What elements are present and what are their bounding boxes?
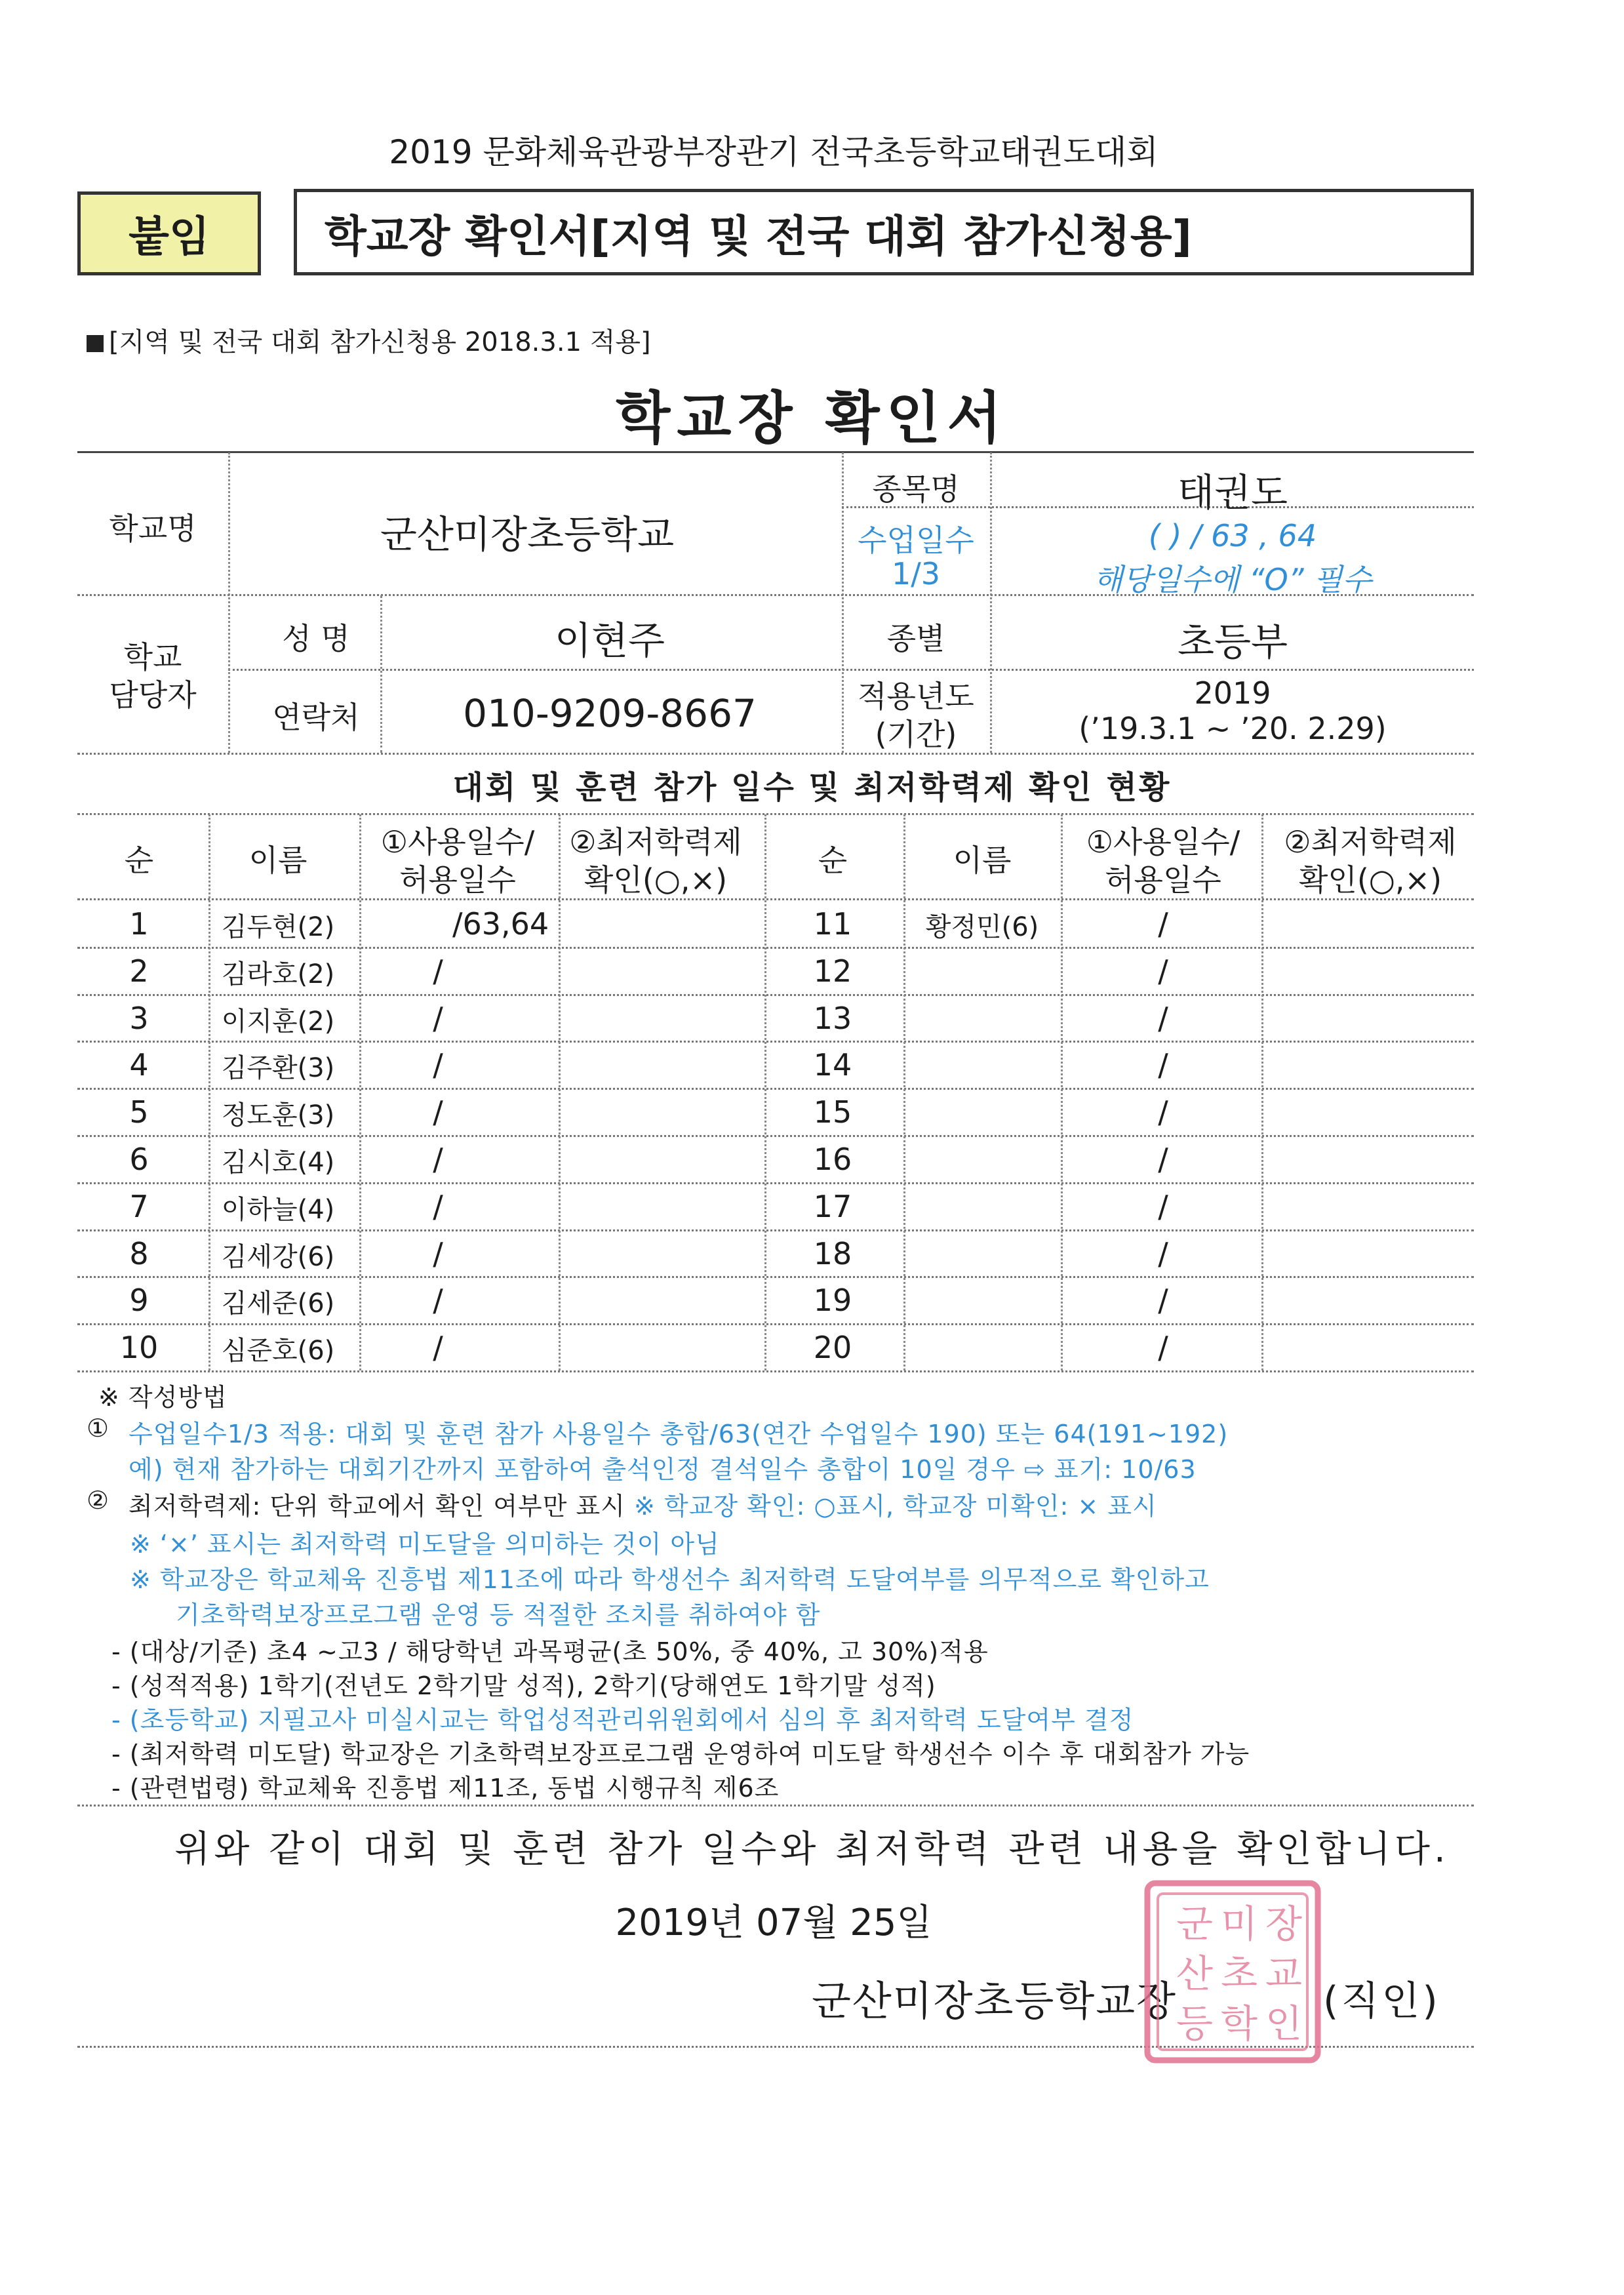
howto-item2: [129, 1486, 1157, 1522]
svg-text:등: 등: [1176, 2001, 1214, 2046]
row-days: /: [1158, 1236, 1168, 1271]
divider: [359, 814, 361, 1370]
row-days: /: [433, 1189, 443, 1224]
row-days: /: [1158, 1001, 1168, 1036]
class-days-value: ( ) / 63 , 64: [1148, 518, 1317, 553]
sport-label: 종목명: [872, 471, 960, 507]
divider: [1061, 814, 1063, 1370]
row-no: 9: [129, 1283, 149, 1318]
row-no: 14: [813, 1047, 852, 1083]
issue-date: 2019년 07월 25일: [615, 1902, 932, 1944]
row-days: /63,64: [452, 906, 549, 942]
divider: [77, 753, 1474, 755]
row-days: /: [433, 1283, 443, 1318]
howto-item1-cont: 예) 현재 참가하는 대회기간까지 포함하여 출석인정 결석일수 총합이 10일 경우 ⇨ 표기: 10/63: [129, 1455, 1197, 1484]
row-name: 김시호(4): [221, 1148, 335, 1178]
row-name: 이지훈(2): [221, 1007, 335, 1037]
divider: [228, 452, 230, 753]
row-no: 7: [129, 1189, 149, 1224]
row-no: 19: [813, 1283, 852, 1318]
row-no: 5: [129, 1094, 149, 1130]
col-header-check: ②최저학력제: [1284, 824, 1457, 860]
row-no: 18: [813, 1236, 852, 1271]
howto-item2-text: 최저학력제: 단위 학교에서 확인 여부만 표시: [129, 1492, 625, 1521]
category-value: 초등부: [1177, 620, 1288, 664]
divider: [842, 452, 844, 753]
row-name: 김세준(6): [221, 1288, 335, 1319]
square-bullet-icon: [87, 335, 104, 352]
row-name: 김세강(6): [221, 1242, 335, 1272]
howto-item1: 수업일수1/3 적용: 대회 및 훈련 참가 사용일수 총합/63(연간 수업일수 190) 또는 64(191~192): [129, 1420, 1229, 1448]
row-days: /: [1158, 1283, 1168, 1318]
period-range: (’19.3.1 ~ ’20. 2.29): [1079, 711, 1387, 746]
howto-item2-note: ※ 학교장 확인: ○표시, 학교장 미확인: × 표시: [634, 1492, 1157, 1521]
application-note: [87, 321, 651, 359]
row-days: /: [1158, 1094, 1168, 1130]
contact-label: 연락처: [272, 700, 360, 735]
table-row-divider: [77, 1370, 1474, 1372]
class-days-label: 수업일수: [858, 523, 974, 558]
application-note-text: [지역 및 전국 대회 참가신청용 2018.3.1 적용]: [109, 327, 651, 357]
howto-bullet: - (성적적용) 1학기(전년도 2학기말 성적), 2학기(당해연도 1학기말 성적): [111, 1671, 936, 1700]
svg-text:교: 교: [1265, 1951, 1303, 1996]
row-name: 황정민(6): [925, 912, 1039, 942]
row-days: /: [433, 1094, 443, 1130]
col-header-days-2: 허용일수: [1105, 862, 1221, 898]
table-row-divider: [77, 1323, 1474, 1325]
row-no: 4: [129, 1047, 149, 1083]
row-name: 김라호(2): [221, 959, 335, 989]
staff-label: 학교: [123, 639, 182, 675]
row-name: 김두현(2): [221, 912, 335, 942]
howto-bullet: - (초등학교) 지필고사 미실시교는 학업성적관리위원회에서 심의 후 최저학력 도달여부 결정: [111, 1706, 1134, 1734]
period-label-2: (기간): [875, 717, 957, 752]
event-title: 2019 문화체육관광부장관기 전국초등학교태권도대회: [389, 133, 1159, 171]
name-label: 성 명: [282, 621, 350, 656]
svg-text:인: 인: [1265, 2001, 1303, 2046]
row-name: 이하늘(4): [221, 1195, 335, 1225]
row-no: 1: [129, 906, 149, 942]
howto-bullet: - (최저학력 미도달) 학교장은 기초학력보장프로그램 운영하여 미도달 학생선수 이수 후 대회참가 가능: [111, 1740, 1250, 1768]
svg-text:학: 학: [1220, 2001, 1258, 2046]
col-header-name: 이름: [953, 843, 1012, 878]
row-no: 15: [813, 1094, 852, 1130]
row-days: /: [433, 1236, 443, 1271]
school-name: 군산미장초등학교: [380, 512, 675, 557]
col-header-days: ①사용일수/: [380, 824, 535, 860]
howto-bullet: - (대상/기준) 초4 ~고3 / 해당학년 과목평균(초 50%, 중 40%, 고 30%)적용: [111, 1637, 989, 1666]
row-name: 정도훈(3): [221, 1100, 335, 1130]
school-label: 학교명: [109, 511, 197, 546]
seal-label: (직인): [1323, 1978, 1440, 2024]
divider: [77, 1805, 1474, 1806]
col-header-name: 이름: [248, 843, 307, 878]
row-days: /: [1158, 1142, 1168, 1177]
row-no: 13: [813, 1001, 852, 1036]
table-row-divider: [77, 1182, 1474, 1184]
row-no: 16: [813, 1142, 852, 1177]
howto-note-law: ※ 학교장은 학교체육 진흥법 제11조에 따라 학생선수 최저학력 도달여부를 의무적으로 확인하고: [130, 1565, 1210, 1594]
section-title: 대회 및 훈련 참가 일수 및 최저학력제 확인 현황: [452, 769, 1172, 806]
row-no: 2: [129, 953, 149, 989]
svg-text:장: 장: [1265, 1902, 1303, 1946]
divider: [903, 814, 905, 1370]
row-days: /: [1158, 953, 1168, 989]
class-days-note: 해당일수에 “O” 필수: [1093, 562, 1372, 597]
col-header-check-2: 확인(○,×): [1298, 862, 1442, 898]
sport-value: 태권도: [1177, 470, 1288, 515]
official-seal-stamp: [1141, 1877, 1324, 2067]
svg-text:군: 군: [1176, 1902, 1214, 1946]
confirmation-statement: 위와 같이 대회 및 훈련 참가 일수와 최저학력 관련 내용을 확인합니다.: [174, 1828, 1450, 1871]
col-header-days: ①사용일수/: [1086, 824, 1240, 860]
howto-note-law-cont: 기초학력보장프로그램 운영 등 적절한 조치를 취하여야 함: [176, 1601, 821, 1629]
col-header-check: ②최저학력제: [569, 824, 742, 860]
row-days: /: [1158, 1189, 1168, 1224]
row-no: 3: [129, 1001, 149, 1036]
document-title: 학교장 확인서: [616, 386, 1008, 451]
row-no: 6: [129, 1142, 149, 1177]
row-days: /: [433, 953, 443, 989]
contact-value: 010-9209-8667: [463, 691, 757, 736]
row-days: /: [433, 1047, 443, 1083]
row-no: 17: [813, 1189, 852, 1224]
table-row-divider: [77, 1276, 1474, 1278]
category-label: 종별: [886, 621, 945, 656]
svg-text:산: 산: [1176, 1951, 1214, 1996]
divider: [380, 595, 382, 753]
table-row-divider: [77, 1135, 1474, 1137]
divider: [228, 669, 1474, 671]
row-days: /: [1158, 1047, 1168, 1083]
divider: [208, 814, 210, 1370]
period-label: 적용년도: [858, 679, 974, 714]
divider: [1261, 814, 1263, 1370]
table-row-divider: [77, 1229, 1474, 1231]
svg-text:미: 미: [1220, 1902, 1258, 1946]
row-days: /: [1158, 1330, 1168, 1365]
row-name: 김주환(3): [221, 1053, 335, 1083]
divider: [990, 452, 992, 753]
howto-heading: ※ 작성방법: [98, 1383, 228, 1412]
row-days: /: [1158, 906, 1168, 942]
item2-marker: ②: [87, 1486, 110, 1515]
row-days: /: [433, 1001, 443, 1036]
divider: [77, 898, 1474, 900]
attachment-label: 붙임: [77, 191, 261, 275]
table-row-divider: [77, 1041, 1474, 1043]
document-subject: 학교장 확인서[지역 및 전국 대회 참가신청용]: [294, 189, 1474, 275]
col-header-check-2: 확인(○,×): [584, 862, 728, 898]
howto-note: ※ ‘×’ 표시는 최저학력 미도달을 의미하는 것이 아님: [130, 1530, 720, 1559]
row-name: 심준호(6): [221, 1336, 335, 1366]
staff-label-2: 담당자: [109, 677, 197, 713]
period-year: 2019: [1194, 675, 1271, 711]
svg-text:초: 초: [1220, 1951, 1258, 1996]
divider: [764, 814, 766, 1370]
divider: [77, 813, 1474, 815]
table-row-divider: [77, 1088, 1474, 1090]
row-no: 10: [119, 1330, 159, 1365]
divider: [77, 451, 1474, 453]
howto-bullet: - (관련법령) 학교체육 진흥법 제11조, 동법 시행규칙 제6조: [111, 1774, 780, 1803]
table-row-divider: [77, 994, 1474, 996]
row-no: 12: [813, 953, 852, 989]
staff-name: 이현주: [554, 618, 665, 663]
row-no: 8: [129, 1236, 149, 1271]
row-days: /: [433, 1330, 443, 1365]
row-days: /: [433, 1142, 443, 1177]
table-row-divider: [77, 947, 1474, 949]
col-header-days-2: 허용일수: [399, 862, 516, 898]
col-header-no: 순: [818, 843, 848, 878]
item1-marker: ①: [87, 1414, 110, 1443]
row-no: 11: [813, 906, 852, 942]
col-header-no: 순: [124, 843, 154, 878]
divider: [559, 814, 561, 1370]
row-no: 20: [813, 1330, 852, 1365]
principal-title: 군산미장초등학교장: [812, 1977, 1178, 2025]
class-days-ratio: 1/3: [891, 556, 941, 591]
